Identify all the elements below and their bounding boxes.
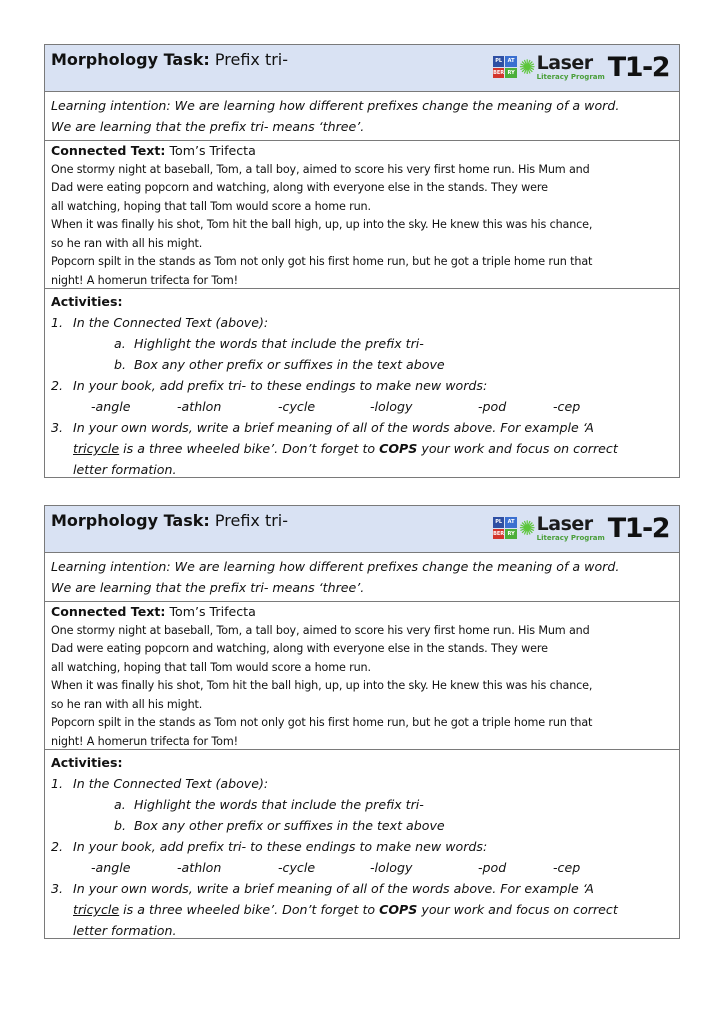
activity-item-1	[51, 312, 673, 333]
level-badge: T1-2	[607, 512, 669, 544]
logo-text	[536, 51, 605, 81]
activity-item-2	[51, 375, 673, 396]
item-text: Box any other prefix or suffixes in the text above	[134, 818, 445, 833]
item-text: letter formation.	[73, 462, 177, 477]
connected-text-heading	[51, 603, 673, 622]
learning-intention	[45, 553, 679, 602]
card-header	[45, 506, 679, 553]
level-badge: T1-2	[607, 51, 669, 83]
story-line: One stormy night at baseball, Tom, a tall boy, aimed to score his very first home run. His Mum and	[51, 162, 590, 176]
ending: -athlon	[177, 860, 222, 875]
ending: -cycle	[278, 399, 316, 414]
item-text: Highlight the words that include the prefix tri-	[134, 336, 424, 351]
story-line: so he ran with all his might.	[51, 697, 203, 711]
learning-line: Learning intention: We are learning how different prefixes change the meaning of a word.	[51, 98, 620, 113]
story-line: Popcorn spilt in the stands as Tom not only got his first home run, but he got a triple home run that	[51, 255, 593, 268]
item-number: 2.	[51, 839, 64, 854]
task-title-label: Morphology Task:	[51, 511, 210, 530]
task-title-label: Morphology Task:	[51, 50, 210, 69]
story-line: Dad were eating popcorn and watching, along with everyone else in the stands. They were	[51, 642, 548, 655]
activities-heading: Activities:	[51, 755, 123, 770]
endings-list	[51, 857, 673, 878]
activity-item-1b	[51, 815, 673, 836]
example-word: tricycle	[73, 441, 120, 456]
ending: -angle	[91, 399, 131, 414]
connected-text-label: Connected Text:	[51, 604, 166, 619]
item-number: 1.	[51, 776, 64, 791]
starburst-icon: ✺	[518, 516, 536, 540]
story-line: night! A homerun trifecta for Tom!	[51, 734, 238, 748]
puzzle-icon	[493, 517, 517, 539]
connected-text	[45, 141, 679, 289]
task-card	[44, 44, 680, 478]
item-text: your work and focus on correct	[417, 441, 618, 456]
ending: -pod	[478, 399, 507, 414]
laser-logo	[493, 512, 669, 544]
cops-emphasis: COPS	[379, 902, 418, 917]
activity-item-3-line2	[51, 438, 673, 459]
activity-item-1a	[51, 794, 673, 815]
starburst-icon: ✺	[518, 55, 536, 79]
activity-item-3	[51, 878, 673, 899]
item-number: 2.	[51, 378, 64, 393]
task-title	[51, 511, 288, 530]
logo-text	[536, 512, 605, 542]
item-text: is a three wheeled bike’. Don’t forget to	[119, 902, 380, 917]
activities	[45, 289, 679, 477]
item-number: 1.	[51, 315, 64, 330]
item-text: In your book, add prefix tri- to these endings to make new words:	[73, 839, 488, 854]
item-text: Highlight the words that include the prefix tri-	[134, 797, 424, 812]
story-line: all watching, hoping that tall Tom would score a home run.	[51, 199, 371, 213]
activity-item-3-line2	[51, 899, 673, 920]
puzzle-piece: RY	[505, 529, 517, 540]
item-text: In your own words, write a brief meaning of all of the words above. For example ‘A	[73, 420, 594, 435]
item-letter: b.	[114, 818, 126, 833]
activity-item-3-line3	[51, 459, 673, 480]
item-text: In your own words, write a brief meaning of all of the words above. For example ‘A	[73, 881, 594, 896]
activity-item-3-line3	[51, 920, 673, 941]
story-line: so he ran with all his might.	[51, 236, 203, 250]
activities-heading: Activities:	[51, 294, 123, 309]
puzzle-piece: BER	[493, 529, 505, 540]
item-text: In the Connected Text (above):	[73, 315, 269, 330]
item-number: 3.	[51, 420, 64, 435]
item-text: your work and focus on correct	[417, 902, 618, 917]
task-title-topic: Prefix tri-	[214, 50, 289, 69]
logo-brand: Laser	[536, 51, 593, 74]
learning-line: Learning intention: We are learning how different prefixes change the meaning of a word.	[51, 559, 620, 574]
activity-item-1	[51, 773, 673, 794]
story-line: all watching, hoping that tall Tom would score a home run.	[51, 660, 371, 674]
story-line: Popcorn spilt in the stands as Tom not only got his first home run, but he got a triple home run that	[51, 716, 593, 729]
activities	[45, 750, 679, 938]
ending: -cycle	[278, 860, 316, 875]
ending: -lology	[370, 399, 413, 414]
connected-text-title: Tom’s Trifecta	[169, 604, 256, 619]
item-letter: a.	[114, 336, 126, 351]
task-title-topic: Prefix tri-	[214, 511, 289, 530]
logo-brand: Laser	[536, 512, 593, 535]
ending: -athlon	[177, 399, 222, 414]
card-header	[45, 45, 679, 92]
story-line: When it was finally his shot, Tom hit the ball high, up, up into the sky. He knew this was his chance,	[51, 679, 593, 692]
cops-emphasis: COPS	[379, 441, 418, 456]
learning-line: We are learning that the prefix tri- means ‘three’.	[51, 119, 365, 134]
ending: -cep	[553, 399, 581, 414]
connected-text-label: Connected Text:	[51, 143, 166, 158]
logo-subtitle: Literacy Program	[536, 72, 605, 81]
item-letter: b.	[114, 357, 126, 372]
activity-item-3	[51, 417, 673, 438]
puzzle-piece: AT	[505, 517, 517, 528]
activity-item-1b	[51, 354, 673, 375]
puzzle-piece: PL	[493, 517, 505, 528]
ending: -angle	[91, 860, 131, 875]
endings-list	[51, 396, 673, 417]
item-text: In your book, add prefix tri- to these endings to make new words:	[73, 378, 488, 393]
connected-text-title: Tom’s Trifecta	[169, 143, 256, 158]
story-line: One stormy night at baseball, Tom, a tall boy, aimed to score his very first home run. His Mum and	[51, 623, 590, 637]
learning-line: We are learning that the prefix tri- means ‘three’.	[51, 580, 365, 595]
story-line: When it was finally his shot, Tom hit the ball high, up, up into the sky. He knew this was his chance,	[51, 218, 593, 231]
ending: -lology	[370, 860, 413, 875]
puzzle-icon	[493, 56, 517, 78]
puzzle-piece: BER	[493, 68, 505, 79]
activity-item-2	[51, 836, 673, 857]
connected-text	[45, 602, 679, 750]
task-card	[44, 505, 680, 939]
item-text: is a three wheeled bike’. Don’t forget to	[119, 441, 380, 456]
connected-text-heading	[51, 142, 673, 161]
puzzle-piece: RY	[505, 68, 517, 79]
item-text: In the Connected Text (above):	[73, 776, 269, 791]
laser-logo	[493, 51, 669, 83]
puzzle-piece: AT	[505, 56, 517, 67]
item-letter: a.	[114, 797, 126, 812]
story-line: night! A homerun trifecta for Tom!	[51, 273, 238, 287]
ending: -pod	[478, 860, 507, 875]
item-number: 3.	[51, 881, 64, 896]
learning-intention	[45, 92, 679, 141]
puzzle-piece: PL	[493, 56, 505, 67]
item-text: Box any other prefix or suffixes in the text above	[134, 357, 445, 372]
logo-subtitle: Literacy Program	[536, 533, 605, 542]
story-line: Dad were eating popcorn and watching, along with everyone else in the stands. They were	[51, 181, 548, 194]
ending: -cep	[553, 860, 581, 875]
task-title	[51, 50, 288, 69]
item-text: letter formation.	[73, 923, 177, 938]
activity-item-1a	[51, 333, 673, 354]
example-word: tricycle	[73, 902, 120, 917]
